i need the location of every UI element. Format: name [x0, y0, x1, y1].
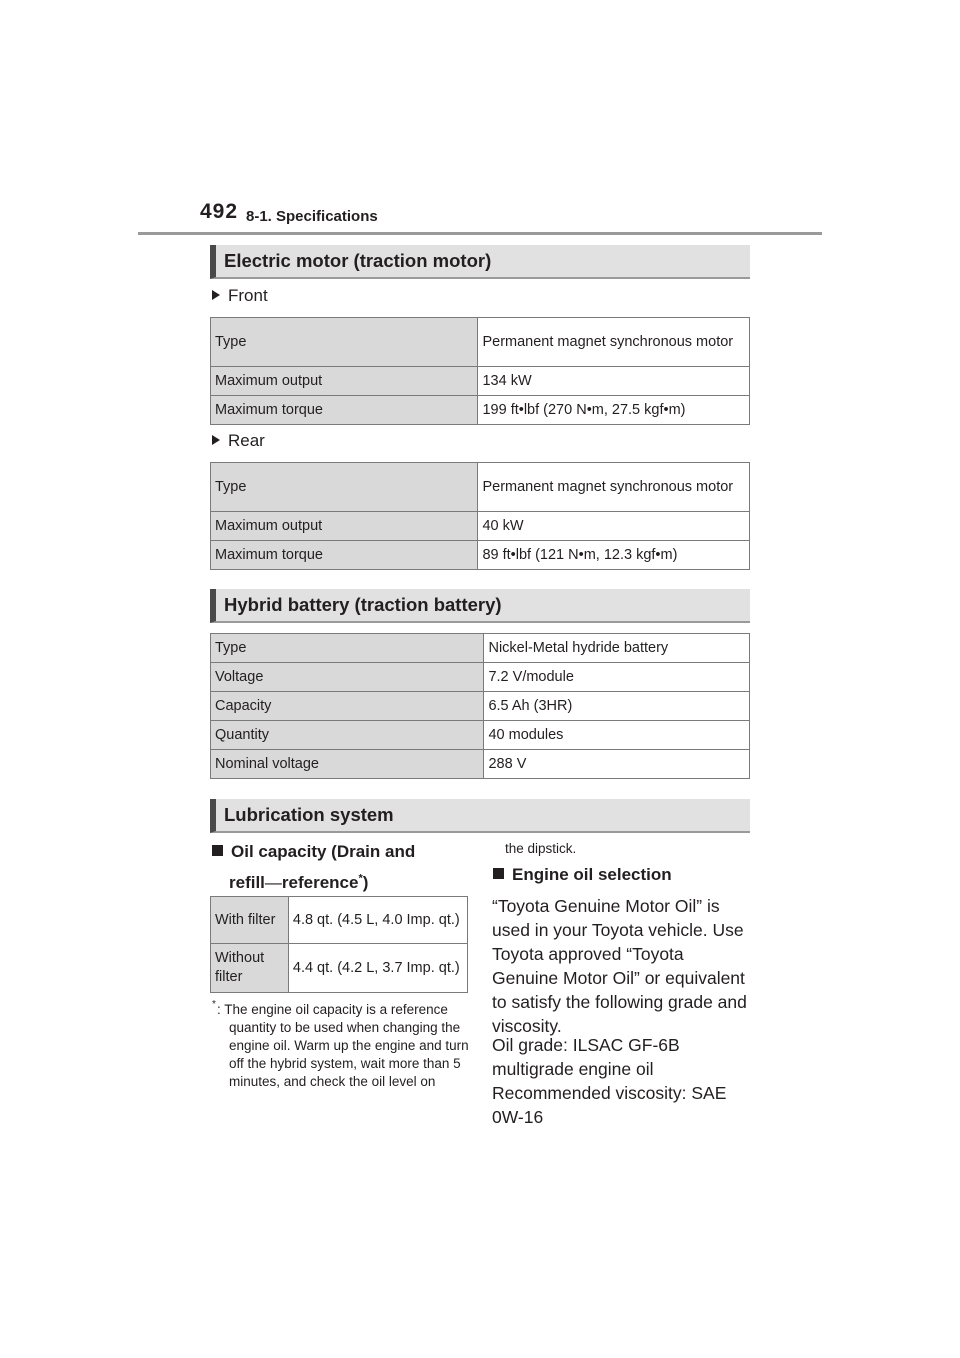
section-title: 8-1. Specifications: [246, 208, 378, 225]
row-key: Maximum output: [211, 367, 478, 396]
heading-close-paren: ): [362, 872, 369, 892]
row-value: Permanent magnet synchronous motor: [478, 463, 750, 512]
motor-section-heading: [210, 245, 750, 279]
lubrication-section-title: Lubrication system: [224, 804, 394, 825]
oil-grade-paragraph: Oil grade: ILSAC GF-6B multigrade engine oil: [492, 1035, 680, 1079]
table-row: [211, 897, 468, 944]
row-key: Type: [211, 634, 484, 663]
table-row: [211, 634, 750, 663]
arrow-right-icon: [212, 435, 220, 445]
footnote: [212, 1001, 470, 1091]
oil-capacity-heading-line2: [229, 873, 368, 892]
row-key: Voltage: [211, 663, 484, 692]
table-row: [211, 367, 750, 396]
rear-label: [212, 431, 265, 451]
footnote-asterisk: *: [212, 999, 216, 1010]
row-value: Nickel-Metal hydride battery: [484, 634, 750, 663]
row-key: With filter: [211, 897, 289, 944]
front-motor-table: [210, 317, 750, 425]
square-bullet-icon: [212, 845, 223, 856]
viscosity-paragraph: Recommended viscosity: SAE 0W-16: [492, 1083, 727, 1127]
square-bullet-icon: [493, 868, 504, 879]
row-key: Capacity: [211, 692, 484, 721]
heading-dash: —: [264, 872, 282, 892]
footnote-text: : The engine oil capacity is a reference quantity to be used when changing the engine oil. Warm up the engine and turn off the hybrid system, wait more than 5 minutes, and check the oil level on: [217, 1002, 469, 1089]
table-row: [211, 318, 750, 367]
oil-selection-heading: [493, 865, 672, 885]
arrow-right-icon: [212, 290, 220, 300]
row-key: Maximum output: [211, 512, 478, 541]
oil-capacity-heading-line1: Oil capacity (Drain and: [231, 842, 416, 861]
heading-word-reference: reference: [281, 872, 359, 892]
row-value: 89 ft•lbf (121 N•m, 12.3 kgf•m): [478, 541, 750, 570]
row-value: 288 V: [484, 750, 750, 779]
lubrication-section-heading: [210, 799, 750, 833]
battery-table: [210, 633, 750, 779]
oil-selection-heading-text: Engine oil selection: [512, 865, 672, 884]
table-row: [211, 463, 750, 512]
table-row: [211, 396, 750, 425]
row-key: Type: [211, 463, 478, 512]
header-divider: [138, 232, 822, 235]
row-value: 4.8 qt. (4.5 L, 4.0 Imp. qt.): [288, 897, 467, 944]
row-value: 40 modules: [484, 721, 750, 750]
row-key: Maximum torque: [211, 396, 478, 425]
row-value: 134 kW: [478, 367, 750, 396]
footnote-continuation: the dipstick.: [505, 841, 577, 856]
row-value: 40 kW: [478, 512, 750, 541]
battery-section-heading: [210, 589, 750, 623]
row-value: 6.5 Ah (3HR): [484, 692, 750, 721]
table-row: [211, 721, 750, 750]
heading-word-refill: refill: [229, 872, 265, 892]
row-value: 199 ft•lbf (270 N•m, 27.5 kgf•m): [478, 396, 750, 425]
row-value: 7.2 V/module: [484, 663, 750, 692]
oil-capacity-heading: [212, 839, 462, 896]
oil-selection-paragraph: “Toyota Genuine Motor Oil” is used in your Toyota vehicle. Use Toyota approved “Toyota Genuine Motor Oil” or equivalent to satisfy the following grade and viscosity.: [492, 896, 747, 1036]
row-value: 4.4 qt. (4.2 L, 3.7 Imp. qt.): [288, 944, 467, 993]
table-row: [211, 750, 750, 779]
footnote-marker: *: [358, 872, 363, 884]
row-key: Nominal voltage: [211, 750, 484, 779]
page-number: 492: [200, 200, 239, 223]
rear-label-text: Rear: [228, 431, 265, 450]
table-row: [211, 692, 750, 721]
table-row: [211, 663, 750, 692]
battery-section-title: Hybrid battery (traction battery): [224, 594, 502, 615]
table-row: [211, 944, 468, 993]
row-key: Quantity: [211, 721, 484, 750]
motor-section-title: Electric motor (traction motor): [224, 250, 492, 271]
rear-motor-table: [210, 462, 750, 570]
row-value: Permanent magnet synchronous motor: [478, 318, 750, 367]
table-row: [211, 541, 750, 570]
table-row: [211, 512, 750, 541]
row-key: Maximum torque: [211, 541, 478, 570]
front-label: [212, 286, 268, 306]
front-label-text: Front: [228, 286, 268, 305]
row-key: Type: [211, 318, 478, 367]
row-key: Without filter: [211, 944, 289, 993]
oil-capacity-table: [210, 896, 468, 993]
